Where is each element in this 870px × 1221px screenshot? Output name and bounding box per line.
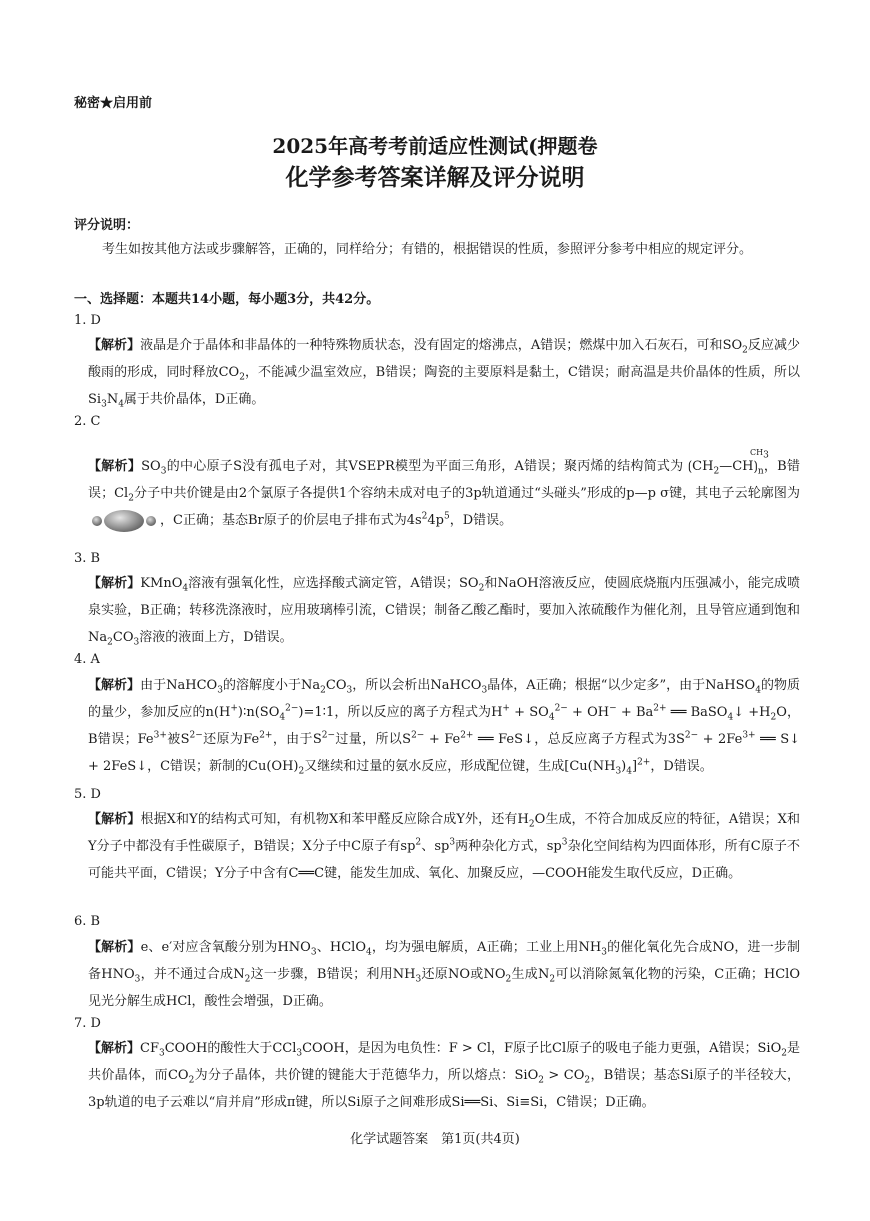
analysis-tag: 【解析】 xyxy=(88,1041,141,1056)
question-3-explanation: 【解析】KMnO$_4$溶液有强氧化性，应选择酸式滴定管，A错误；$SO_2$和NaOH溶液反应，使圆底烧瓶内压强减小，能完成喷泉实验，B正确；转移洗涤液时，应用玻璃棒引流，C错误；制备乙酸乙酯时，要加入浓硫酸作为催化剂，且导管应通到饱和$Na_2CO_3$溶液的液面上方，D错误。 xyxy=(88,576,800,648)
question-4-explanation: 【解析】由于NaHCO$_3$的溶解度小于$Na_2CO_3$，所以会析出NaHCO$_3$晶体，A正确；根据“以少定多”，由于NaHSO$_4$的物质的量少，参加反应的$n(H^+)∶n(SO_4^{2-})=1∶1$，所以反应的离子方程式为$H^+ + SO_4^{2-} + OH^- + Ba^{2+}$ ══ BaSO$_4$↓ $+H_2O$，B错误；$Fe^{3+}$被$S^{2-}$还原为$Fe^{2+}$，由于$S^{2-}$过量，所以$S^{2-} + Fe^{2+}$ ══ FeS↓，总反应离子方程式为$3S^{2-} + 2Fe^{3+}$ ══ S↓ + 2FeS↓，C错误；新制的$Cu(OH)_2$又继续和过量的氨水反应，形成配位键，生成$[Cu(NH_3)_4]^{2+}$，D错误。 xyxy=(88,678,801,777)
analysis-tag: 【解析】 xyxy=(88,576,141,591)
question-6-answer: 6. B xyxy=(74,914,101,929)
question-1-answer: 1. D xyxy=(74,313,101,328)
analysis-tag: 【解析】 xyxy=(88,812,141,827)
question-5-explanation: 【解析】根据X和Y的结构式可知，有机物X和苯甲醛反应除合成Y外，还有$H_2O$生成，不符合加成反应的特征，A错误；X和Y分子中都没有手性碳原子，B错误；X分子中C原子有$sp^2$、$sp^3$两种杂化方式，$sp^3$杂化空间结构为四面体形，所有C原子不可能共平面，C错误；Y分子中含有C══C键，能发生加成、氧化、加聚反应，—COOH能发生取代反应，D正确。 xyxy=(88,812,800,881)
exam-title: 2025年高考考前适应性测试(押题卷 xyxy=(272,134,598,158)
question-2-explanation: $CH_3$ 【解析】$SO_3$的中心原子S没有孤电子对，其VSEPR模型为平面三角形，A错误；聚丙烯的结构简式为 $⟮CH_2—CH⟯_n$，B错误；$Cl_2$分子中共价键是由2个氯原子各提供1个容纳未成对电子的3p轨道通过“头碰头”形成的p—p σ键，其电子云轮廓图为 ，C正确；基态Br原子的价层电子排布式为$4s^24p^5$，D错误。 xyxy=(88,453,800,534)
question-7-answer: 7. D xyxy=(74,1016,101,1031)
analysis-tag: 【解析】 xyxy=(88,678,141,693)
analysis-tag: 【解析】 xyxy=(88,940,141,955)
p-p-sigma-orbital-icon xyxy=(90,510,158,532)
question-5-answer: 5. D xyxy=(74,787,101,802)
question-3-answer: 3. B xyxy=(74,551,101,566)
analysis-tag: 【解析】 xyxy=(88,459,142,474)
question-4-answer: 4. A xyxy=(74,652,100,667)
page-footer: 化学试题答案 第1页(共4页) xyxy=(350,1132,520,1147)
analysis-tag: 【解析】 xyxy=(88,338,141,353)
ch3-label: $CH_3$ xyxy=(750,448,769,461)
confidential-label: 秘密★启用前 xyxy=(74,96,153,111)
question-1-explanation: 【解析】液晶是介于晶体和非晶体的一种特殊物质状态，没有固定的熔沸点，A错误；燃煤中加入石灰石，可和$SO_2$反应减少酸雨的形成，同时释放$CO_2$，不能减少温室效应，B错误；陶瓷的主要原料是黏土，C错误；耐高温是共价晶体的性质，所以$Si_3N_4$属于共价晶体，D正确。 xyxy=(88,338,800,410)
grading-text: 考生如按其他方法或步骤解答，正确的，同样给分；有错的，根据错误的性质，参照评分参考中相应的规定评分。 xyxy=(102,242,753,257)
question-6-explanation: 【解析】e、e′对应含氧酸分别为$HNO_3$、HClO$_4$，均为强电解质，A正确；工业上用$NH_3$的催化氧化先合成NO，进一步制备$HNO_3$，并不通过合成$N_2$这一步骤，B错误；利用$NH_3$还原NO或$NO_2$生成$N_2$可以消除氮氧化物的污染，C正确；HClO见光分解生成HCl，酸性会增强，D正确。 xyxy=(88,940,800,1009)
question-7-explanation: 【解析】$CF_3COOH$的酸性大于CCl$_3$COOH，是因为电负性：F > Cl，F原子比Cl原子的吸电子能力更强，A错误；SiO$_2$是共价晶体，而$CO_2$为分子晶体，共价键的键能大于范德华力，所以熔点：$SiO_2 > CO_2$，B错误；基态Si原子的半径较大，3p轨道的电子云难以“肩并肩”形成π键，所以Si原子之间难形成Si══Si、Si≡Si，C错误；D正确。 xyxy=(88,1041,800,1110)
document-title: 化学参考答案详解及评分说明 xyxy=(285,165,585,191)
grading-label: 评分说明： xyxy=(74,218,140,233)
section-title: 一、选择题：本题共14小题，每小题3分，共42分。 xyxy=(74,292,380,307)
question-2-answer: 2. C xyxy=(74,414,101,429)
